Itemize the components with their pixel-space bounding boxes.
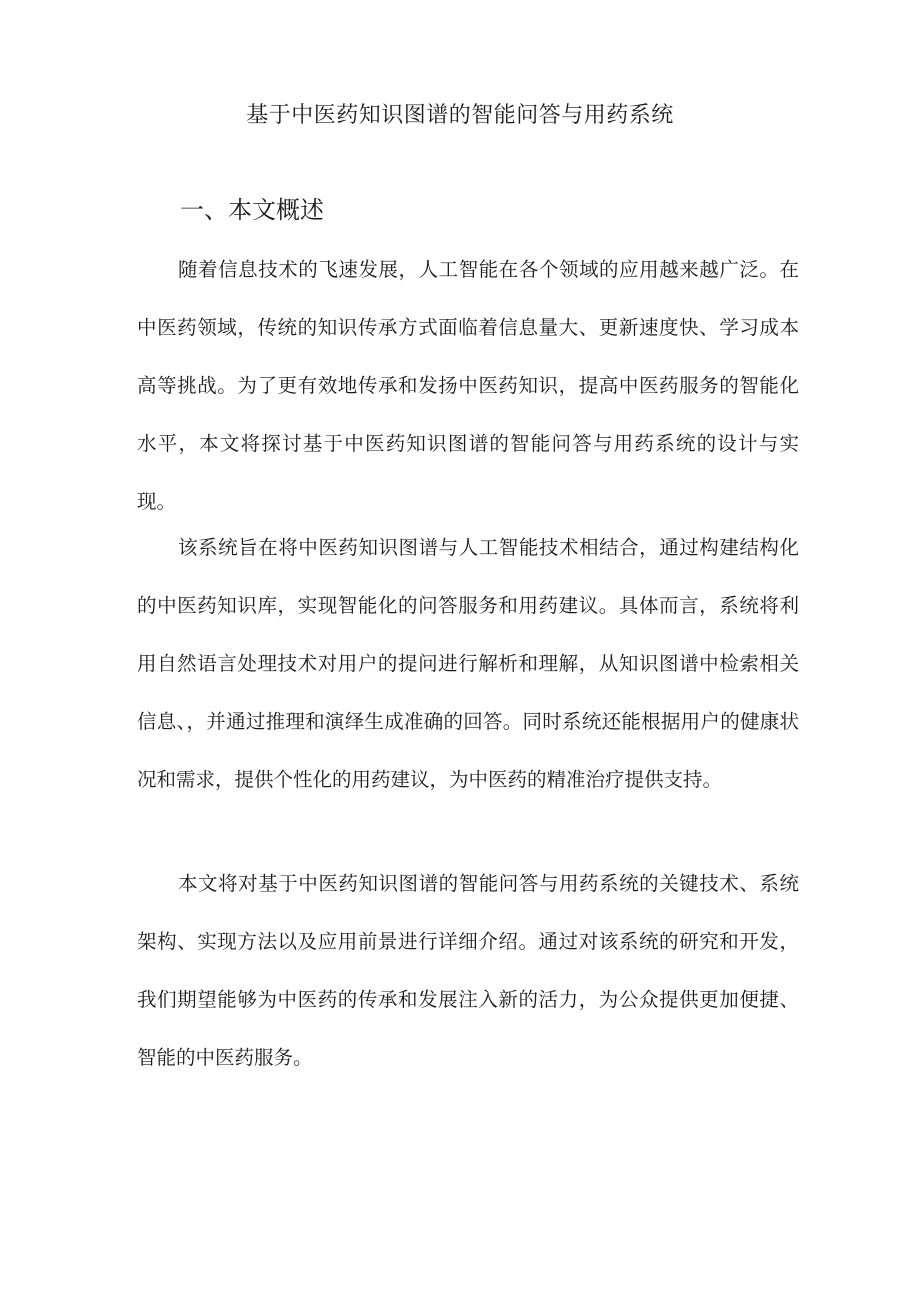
paragraph-1: 随着信息技术的飞速发展，人工智能在各个领域的应用越来越广泛。在中医药领域，传统的知识传承方式面临着信息量大、更新速度快、学习成本高等挑战。为了更有效地传承和发扬中医药知识，提高中医药服务的智能化水平，本文将探讨基于中医药知识图谱的智能问答与用药系统的设计与实现。	[137, 258, 799, 513]
document-title: 基于中医药知识图谱的智能问答与用药系统	[246, 103, 674, 128]
section-heading: 一、本文概述	[180, 196, 324, 224]
paragraph-3: 本文将对基于中医药知识图谱的智能问答与用药系统的关键技术、系统架构、实现方法以及应用前景进行详细介绍。通过对该系统的研究和开发，我们期望能够为中医药的传承和发展注入新的活力，为公众提供更加便捷、智能的中医药服务。	[137, 872, 799, 1069]
paragraph-2: 该系统旨在将中医药知识图谱与人工智能技术相结合，通过构建结构化的中医药知识库，实现智能化的问答服务和用药建议。具体而言，系统将利用自然语言处理技术对用户的提问进行解析和理解，从知识图谱中检索相关信息、，并通过推理和演绎生成准确的回答。同时系统还能根据用户的健康状况和需求，提供个性化的用药建议，为中医药的精准治疗提供支持。	[137, 536, 799, 791]
